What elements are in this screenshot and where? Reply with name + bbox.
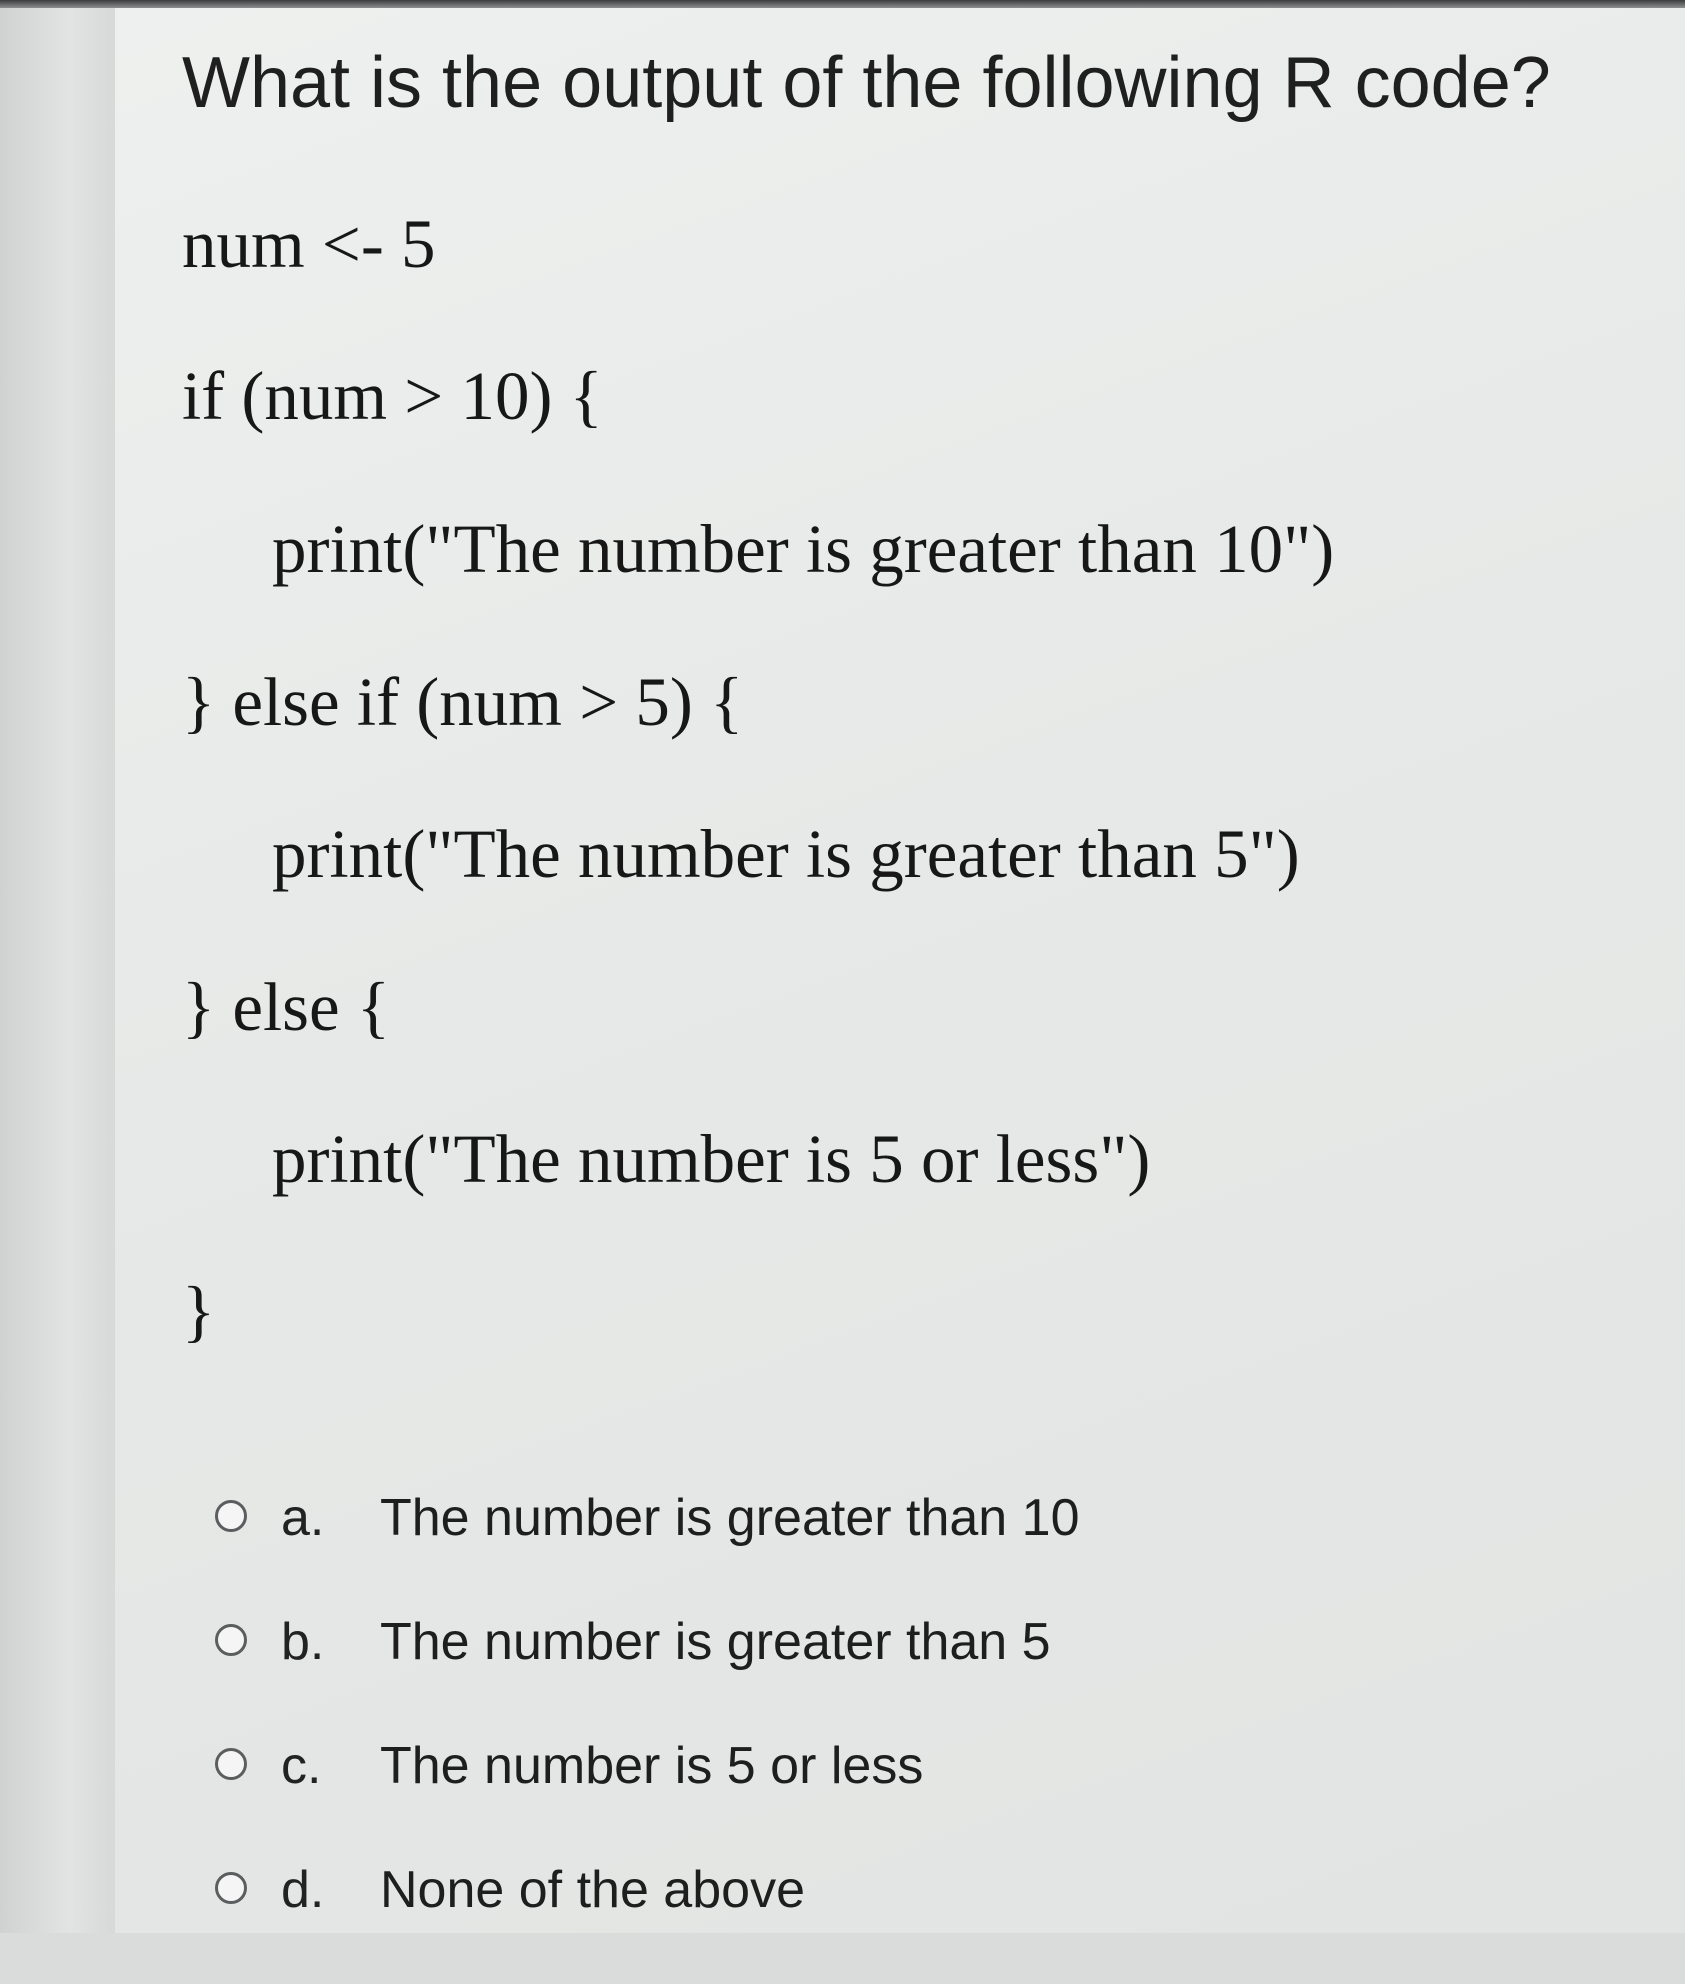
answer-option-a[interactable] xyxy=(215,1488,1080,1612)
answer-option-d[interactable] xyxy=(215,1860,805,1984)
option-letter: c. xyxy=(281,1737,322,1795)
code-line: if (num > 10) { xyxy=(182,358,603,434)
option-label[interactable]: None of the above xyxy=(380,1861,805,1919)
code-line: } else if (num > 5) { xyxy=(182,664,744,740)
radio-button-d[interactable] xyxy=(215,1872,247,1904)
question-title: What is the output of the following R code? xyxy=(182,43,1551,123)
option-label[interactable]: The number is 5 or less xyxy=(380,1737,924,1795)
page-left-margin xyxy=(0,8,115,1933)
radio-button-a[interactable] xyxy=(215,1500,247,1532)
option-letter: d. xyxy=(281,1861,325,1919)
code-line: print("The number is 5 or less") xyxy=(272,1121,1151,1197)
code-line: } xyxy=(182,1273,216,1349)
code-line: num <- 5 xyxy=(182,206,436,282)
screen-top-edge xyxy=(0,0,1685,8)
code-line: } else { xyxy=(182,969,391,1045)
answer-option-b[interactable] xyxy=(215,1612,1051,1736)
option-label[interactable]: The number is greater than 5 xyxy=(380,1613,1051,1671)
option-letter: b. xyxy=(281,1613,325,1671)
radio-button-c[interactable] xyxy=(215,1748,247,1780)
radio-button-b[interactable] xyxy=(215,1624,247,1656)
option-letter: a. xyxy=(281,1489,325,1547)
answer-option-c[interactable] xyxy=(215,1736,924,1860)
code-line: print("The number is greater than 10") xyxy=(272,511,1335,587)
code-line: print("The number is greater than 5") xyxy=(272,816,1300,892)
option-label[interactable]: The number is greater than 10 xyxy=(380,1489,1080,1547)
answer-options xyxy=(215,1488,1080,1984)
